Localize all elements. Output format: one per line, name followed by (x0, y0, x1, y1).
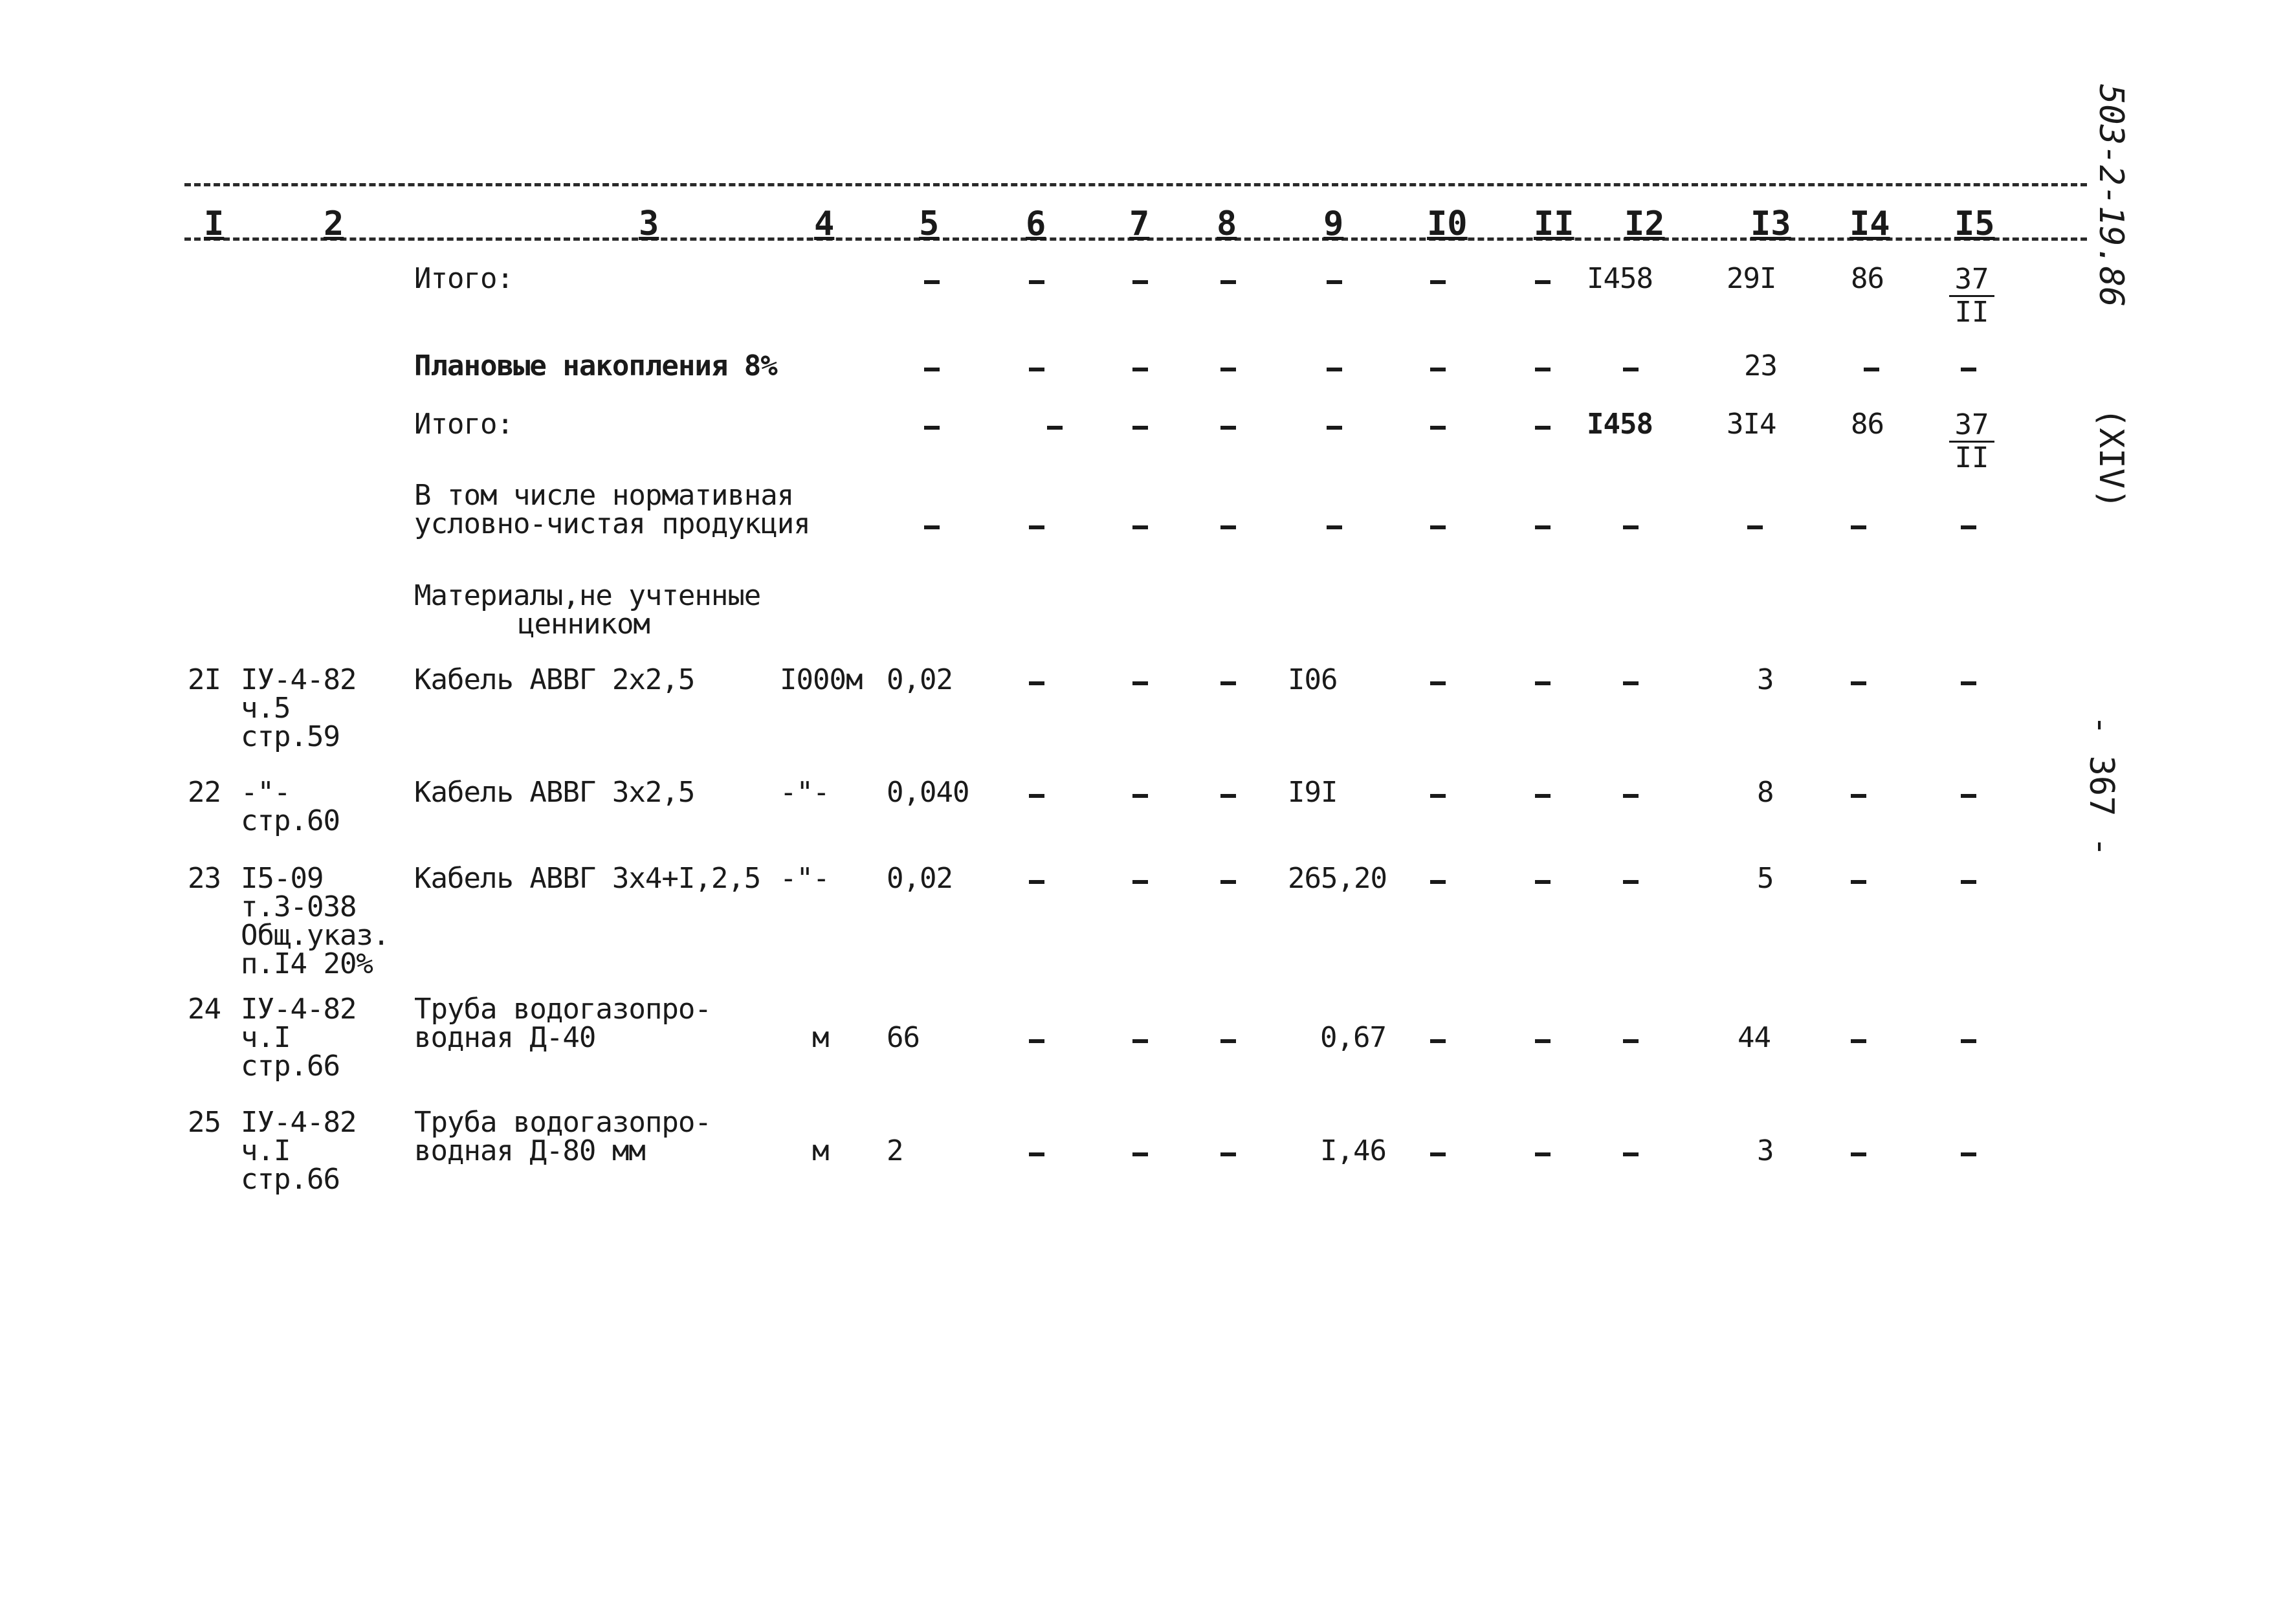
dash (1623, 681, 1639, 685)
total-col13: 29I (1727, 262, 1776, 295)
dash (1961, 794, 1976, 798)
dash (1961, 681, 1976, 685)
row-reference: стр.66 (241, 1050, 340, 1083)
dash (1535, 880, 1551, 884)
row-col9: I06 (1288, 663, 1338, 696)
doc-code-note: 503-2-19.86 (2092, 84, 2130, 307)
total-label-2: Итого: (414, 408, 513, 441)
dash (1220, 1152, 1236, 1156)
dash (1029, 368, 1044, 371)
row-reference: IУ-4-82 (241, 663, 357, 696)
fraction-denominator: II (1954, 296, 1989, 329)
row-name: Труба водогазопро- (414, 993, 711, 1026)
dash (1623, 1039, 1639, 1043)
row-quantity: 0,040 (887, 776, 969, 809)
dash (1132, 880, 1148, 884)
dash (1864, 368, 1879, 371)
row-reference: IУ-4-82 (241, 1106, 357, 1139)
row-unit: м (812, 1134, 829, 1167)
col-header-12: I2 (1624, 204, 1665, 243)
dash (1851, 1039, 1866, 1043)
row-quantity: 0,02 (887, 663, 953, 696)
fraction-denominator: II (1954, 441, 1989, 474)
dash (1535, 525, 1551, 529)
dash (1430, 1039, 1446, 1043)
dash (1132, 426, 1148, 430)
dash (1851, 525, 1866, 529)
dash (1851, 681, 1866, 685)
dash (1132, 368, 1148, 371)
header-top-rule (184, 183, 2087, 186)
dash (1851, 1152, 1866, 1156)
row-unit: -"- (780, 862, 830, 895)
row-quantity: 66 (887, 1021, 920, 1054)
col-header-1: I (204, 204, 225, 243)
materials-line1: Материалы,не учтенные (414, 579, 761, 612)
dash (1535, 794, 1551, 798)
row-number: 2I (188, 663, 221, 696)
col-header-5: 5 (919, 204, 940, 243)
dash (1029, 794, 1044, 798)
dash (1047, 426, 1063, 430)
dash (1132, 794, 1148, 798)
dash (1029, 525, 1044, 529)
col-header-2: 2 (324, 204, 344, 243)
row-reference: -"- (241, 776, 291, 809)
dash (1535, 1039, 1551, 1043)
col-header-14: I4 (1849, 204, 1890, 243)
materials-line2: ценником (518, 608, 650, 641)
fraction-numerator: 37 (1949, 410, 1994, 443)
row-reference: IУ-4-82 (241, 993, 357, 1026)
dash (1430, 368, 1446, 371)
dash (924, 426, 940, 430)
dash (1535, 368, 1551, 371)
row-unit: м (812, 1021, 829, 1054)
row-col9: 265,20 (1288, 862, 1387, 895)
col-header-15: I5 (1954, 204, 1995, 243)
row-col9: 0,67 (1320, 1021, 1386, 1054)
dash (1851, 880, 1866, 884)
row-name: Труба водогазопро- (414, 1106, 711, 1139)
total-col14: 86 (1851, 262, 1884, 295)
row-quantity: 2 (887, 1134, 903, 1167)
dash (1220, 368, 1236, 371)
dash (1132, 280, 1148, 284)
dash (1132, 1152, 1148, 1156)
row-reference: Общ.указ. (241, 919, 390, 952)
col-header-10: I0 (1427, 204, 1468, 243)
dash (1535, 280, 1551, 284)
row-unit: I000м (780, 663, 863, 696)
dash (1327, 426, 1342, 430)
col-header-6: 6 (1026, 204, 1046, 243)
row-col9: I,46 (1320, 1134, 1386, 1167)
dash (924, 280, 940, 284)
planned-col13: 23 (1744, 349, 1777, 382)
dash (1029, 681, 1044, 685)
page-number: - 367 - (2082, 715, 2121, 857)
col-header-3: 3 (639, 204, 659, 243)
total-col15-fraction (1949, 264, 1994, 328)
dash (1132, 1039, 1148, 1043)
normative-label-line1: В том числе нормативная (414, 479, 794, 512)
total-col12: I458 (1587, 262, 1653, 295)
row-quantity: 0,02 (887, 862, 953, 895)
row-col13: 8 (1757, 776, 1774, 809)
dash (1327, 368, 1342, 371)
row-col9: I9I (1288, 776, 1338, 809)
dash (1623, 1152, 1639, 1156)
total2-col14: 86 (1851, 408, 1884, 441)
row-reference: стр.59 (241, 720, 340, 753)
col-header-4: 4 (814, 204, 835, 243)
row-name: водная Д-40 (414, 1021, 596, 1054)
row-number: 23 (188, 862, 221, 895)
col-header-7: 7 (1129, 204, 1150, 243)
row-col13: 5 (1757, 862, 1774, 895)
total2-col15-fraction (1949, 410, 1994, 474)
dash (1430, 794, 1446, 798)
row-reference: п.I4 20% (241, 947, 373, 980)
dash (1535, 1152, 1551, 1156)
row-unit: -"- (780, 776, 830, 809)
dash (1430, 681, 1446, 685)
dash (1961, 368, 1976, 371)
dash (1961, 525, 1976, 529)
dash (1623, 368, 1639, 371)
dash (1430, 426, 1446, 430)
dash (1327, 525, 1342, 529)
normative-label-line2: условно-чистая продукция (414, 507, 810, 540)
row-number: 25 (188, 1106, 221, 1139)
row-reference: ч.5 (241, 692, 291, 725)
dash (1029, 1039, 1044, 1043)
total2-col12: I458 (1587, 408, 1653, 441)
dash (1220, 794, 1236, 798)
dash (1623, 525, 1639, 529)
dash (1535, 681, 1551, 685)
dash (1430, 525, 1446, 529)
row-number: 24 (188, 993, 221, 1026)
dash (1029, 280, 1044, 284)
row-reference: т.3-038 (241, 890, 357, 923)
dash (1327, 280, 1342, 284)
dash (1623, 794, 1639, 798)
col-header-8: 8 (1217, 204, 1237, 243)
row-reference: стр.60 (241, 804, 340, 837)
dash (1132, 525, 1148, 529)
dash (1430, 880, 1446, 884)
dash (924, 525, 940, 529)
dash (1961, 880, 1976, 884)
col-header-9: 9 (1323, 204, 1344, 243)
dash (1220, 681, 1236, 685)
dash (1747, 525, 1763, 529)
row-name: водная Д-80 мм (414, 1134, 645, 1167)
row-name: Кабель АВВГ 3х4+I,2,5 (414, 862, 761, 895)
dash (1029, 1152, 1044, 1156)
row-reference: ч.I (241, 1021, 291, 1054)
row-col13: 3 (1757, 1134, 1774, 1167)
dash (1220, 880, 1236, 884)
row-name: Кабель АВВГ 2х2,5 (414, 663, 695, 696)
dash (1535, 426, 1551, 430)
dash (1220, 280, 1236, 284)
col-header-11: II (1534, 204, 1574, 243)
row-reference: стр.66 (241, 1163, 340, 1196)
planned-label: Плановые накопления 8% (414, 349, 777, 382)
row-col13: 3 (1757, 663, 1774, 696)
row-name: Кабель АВВГ 3х2,5 (414, 776, 695, 809)
row-number: 22 (188, 776, 221, 809)
dash (1961, 1152, 1976, 1156)
total2-col13: 3I4 (1727, 408, 1776, 441)
dash (1220, 426, 1236, 430)
dash (1623, 880, 1639, 884)
dash (1220, 1039, 1236, 1043)
dash (1029, 880, 1044, 884)
fraction-numerator: 37 (1949, 264, 1994, 297)
dash (1851, 794, 1866, 798)
dash (1132, 681, 1148, 685)
section-label: (XIV) (2092, 408, 2130, 509)
dash (924, 368, 940, 371)
row-reference: I5-09 (241, 862, 324, 895)
dash (1430, 280, 1446, 284)
dash (1961, 1039, 1976, 1043)
col-header-13: I3 (1750, 204, 1791, 243)
total-label: Итого: (414, 262, 513, 295)
row-col13: 44 (1738, 1021, 1771, 1054)
row-reference: ч.I (241, 1134, 291, 1167)
dash (1220, 525, 1236, 529)
dash (1430, 1152, 1446, 1156)
